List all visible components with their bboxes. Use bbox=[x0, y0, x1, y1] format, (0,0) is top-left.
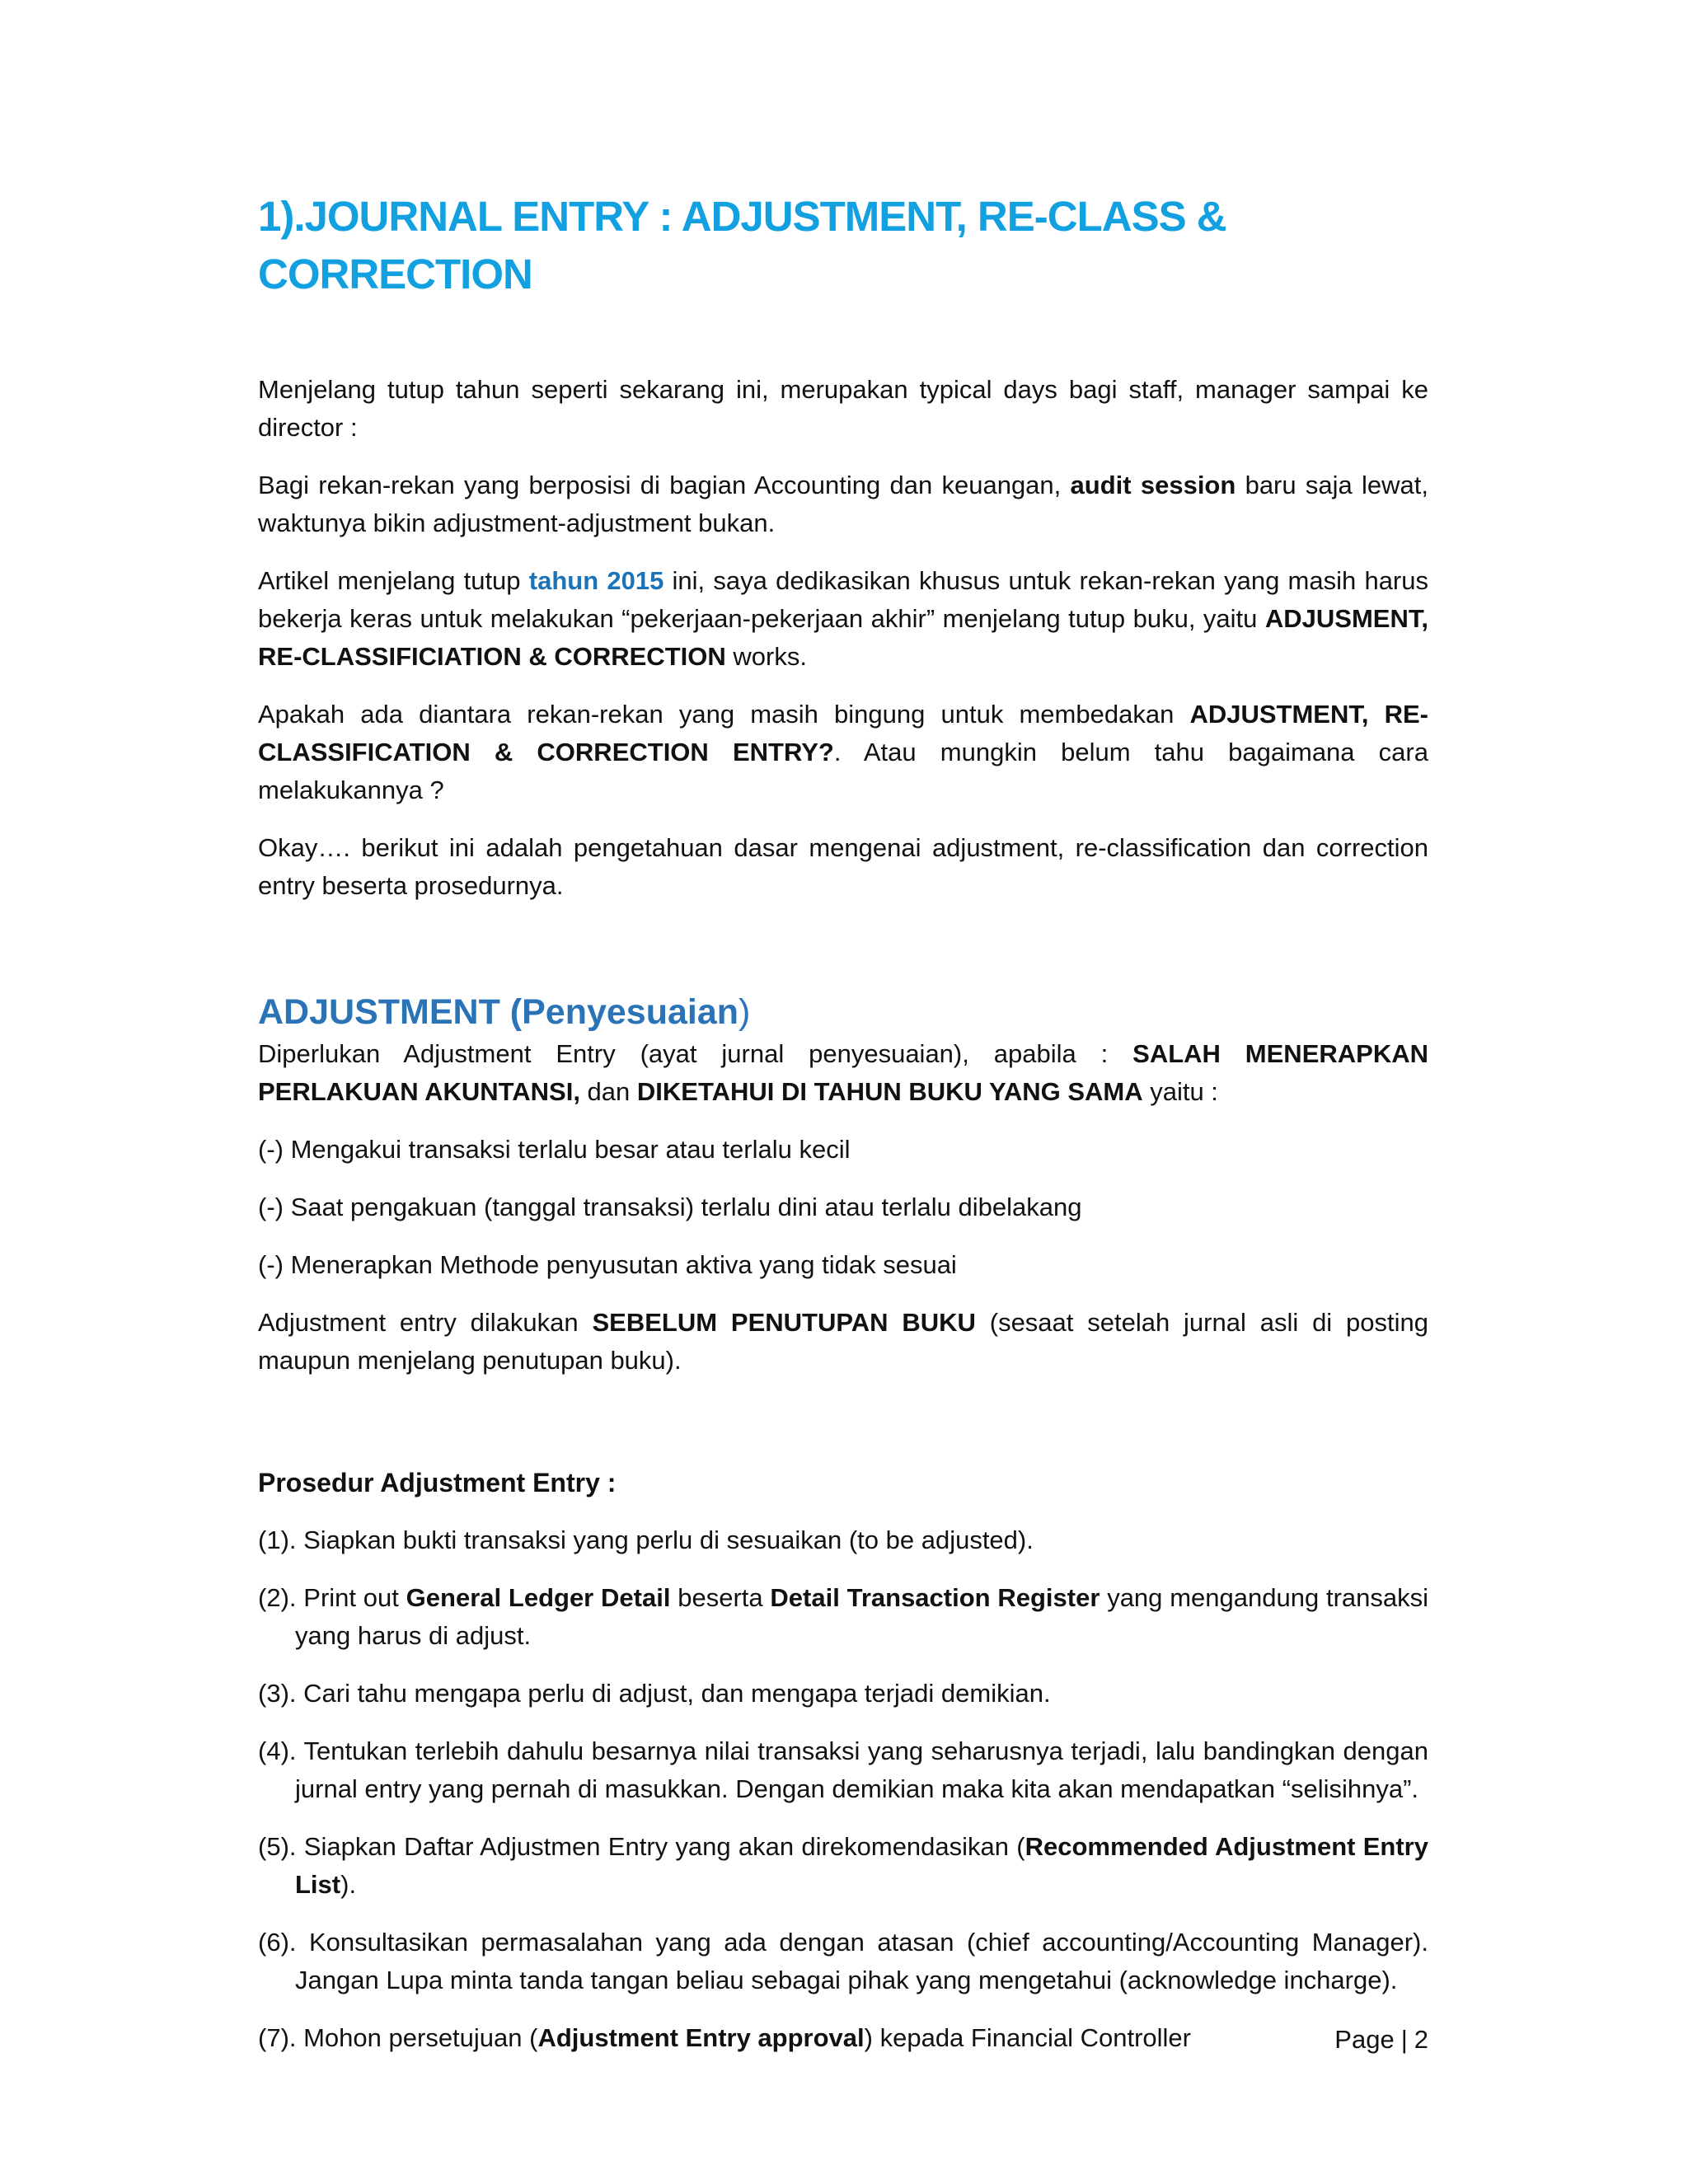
intro-paragraph-4 bbox=[258, 696, 1428, 809]
page-footer bbox=[1286, 2021, 1428, 2059]
procedure-step bbox=[258, 2019, 1428, 2057]
adjustment-heading bbox=[258, 989, 1428, 1035]
adjustment-description bbox=[258, 1035, 1428, 1111]
text-run: works. bbox=[725, 642, 807, 671]
procedure-step bbox=[258, 1579, 1428, 1655]
text-run: (7). Mohon persetujuan ( bbox=[258, 2023, 538, 2052]
bold-text: SEBELUM PENUTUPAN BUKU bbox=[592, 1308, 976, 1337]
bold-text: General Ledger Detail bbox=[406, 1583, 671, 1612]
bold-text: ADJUSTMENT, RE-CLASSIFICATION & CORRECTION ENTRY? bbox=[258, 700, 1429, 766]
procedure-heading: Prosedur Adjustment Entry : bbox=[258, 1468, 617, 1497]
text-run: Diperlukan Adjustment Entry (ayat jurnal penyesuaian), apabila : bbox=[258, 1039, 1133, 1068]
adjustment-timing bbox=[258, 1304, 1428, 1380]
intro-paragraph-5: Okay…. berikut ini adalah pengetahuan dasar mengenai adjustment, re-classification dan correction entry beserta prosedurnya. bbox=[258, 833, 1428, 900]
bold-text: audit session bbox=[1070, 471, 1236, 499]
text-run: (5). Siapkan Daftar Adjustmen Entry yang akan direkomendasikan ( bbox=[258, 1832, 1025, 1861]
adjustment-bullet: (-) Mengakui transaksi terlalu besar atau terlalu kecil bbox=[258, 1135, 851, 1164]
heading-text: ADJUSTMENT (Penyesuaian bbox=[258, 992, 739, 1032]
text-run: ). bbox=[340, 1870, 357, 1899]
text-run: yaitu : bbox=[1142, 1077, 1218, 1106]
bold-text: Recommended Adjustment Entry List bbox=[295, 1832, 1428, 1899]
intro-paragraph-3 bbox=[258, 562, 1428, 676]
page-separator: | bbox=[1400, 2025, 1408, 2054]
procedure-steps bbox=[258, 1521, 1428, 2057]
page-number: 2 bbox=[1414, 2025, 1428, 2054]
procedure-step: (3). Cari tahu mengapa perlu di adjust, dan mengapa terjadi demikian. bbox=[258, 1679, 1051, 1708]
document-title: 1).JOURNAL ENTRY : ADJUSTMENT, RE-CLASS & CORRECTION bbox=[258, 193, 1226, 298]
text-run: Bagi rekan-rekan yang berposisi di bagian Accounting dan keuangan, bbox=[258, 471, 1071, 499]
page-label: Page bbox=[1334, 2025, 1395, 2054]
intro-section bbox=[258, 371, 1428, 905]
page-content bbox=[258, 188, 1428, 2057]
text-run: Adjustment entry dilakukan bbox=[258, 1308, 593, 1337]
procedure-step bbox=[258, 1828, 1428, 1904]
text-run: (sesaat setelah jurnal asli di posting maupun menjelang penutupan buku). bbox=[258, 1308, 1428, 1375]
intro-paragraph-2 bbox=[258, 466, 1428, 542]
text-run: yang mengandung transaksi yang harus di adjust. bbox=[295, 1583, 1429, 1650]
adjustment-section bbox=[258, 1035, 1428, 1380]
text-run: (2). Print out bbox=[258, 1583, 406, 1612]
adjustment-bullet: (-) Saat pengakuan (tanggal transaksi) terlalu dini atau terlalu dibelakang bbox=[258, 1193, 1082, 1221]
text-run: baru saja lewat, waktunya bikin adjustment-adjustment bukan. bbox=[258, 471, 1429, 537]
bold-text: DIKETAHUI DI TAHUN BUKU YANG SAMA bbox=[636, 1077, 1143, 1106]
text-run: Apakah ada diantara rekan-rekan yang masih bingung untuk membedakan bbox=[258, 700, 1190, 729]
text-run: . Atau mungkin belum tahu bagaimana cara melakukannya ? bbox=[258, 738, 1428, 804]
text-run: dan bbox=[579, 1077, 637, 1106]
bold-text: Adjustment Entry approval bbox=[537, 2023, 865, 2052]
intro-paragraph-1: Menjelang tutup tahun seperti sekarang ini, merupakan typical days bagi staff, manager sampai ke director : bbox=[258, 375, 1428, 442]
text-run: ) kepada Financial Controller bbox=[864, 2023, 1191, 2052]
text-run: Artikel menjelang tutup bbox=[258, 566, 529, 595]
highlight-text: tahun 2015 bbox=[528, 566, 664, 595]
bold-text: ADJUSMENT, RE-CLASSIFICIATION & CORRECTION bbox=[258, 604, 1428, 671]
procedure-step: (1). Siapkan bukti transaksi yang perlu di sesuaikan (to be adjusted). bbox=[258, 1526, 1034, 1554]
bold-text: Detail Transaction Register bbox=[770, 1583, 1100, 1612]
text-run: beserta bbox=[670, 1583, 771, 1612]
heading-text: ) bbox=[738, 992, 751, 1032]
text-run: ini, saya dedikasikan khusus untuk rekan-rekan yang masih harus bekerja keras untuk melakukan “pekerjaan-pekerjaan akhir” menjelang tutup buku, yaitu bbox=[258, 566, 1428, 633]
procedure-step: (4). Tentukan terlebih dahulu besarnya nilai transaksi yang seharusnya terjadi, lalu bandingkan dengan jurnal entry yang pernah di masukkan. Dengan demikian maka kita akan mendapatkan “selisihnya”. bbox=[258, 1736, 1428, 1803]
procedure-step: (6). Konsultasikan permasalahan yang ada dengan atasan (chief accounting/Accounting Manager). Jangan Lupa minta tanda tangan beliau sebagai pihak yang mengetahui (acknowledge incharge). bbox=[258, 1928, 1428, 1994]
bold-text: SALAH MENERAPKAN PERLAKUAN AKUNTANSI, bbox=[258, 1039, 1428, 1106]
adjustment-bullet: (-) Menerapkan Methode penyusutan aktiva yang tidak sesuai bbox=[258, 1250, 957, 1279]
